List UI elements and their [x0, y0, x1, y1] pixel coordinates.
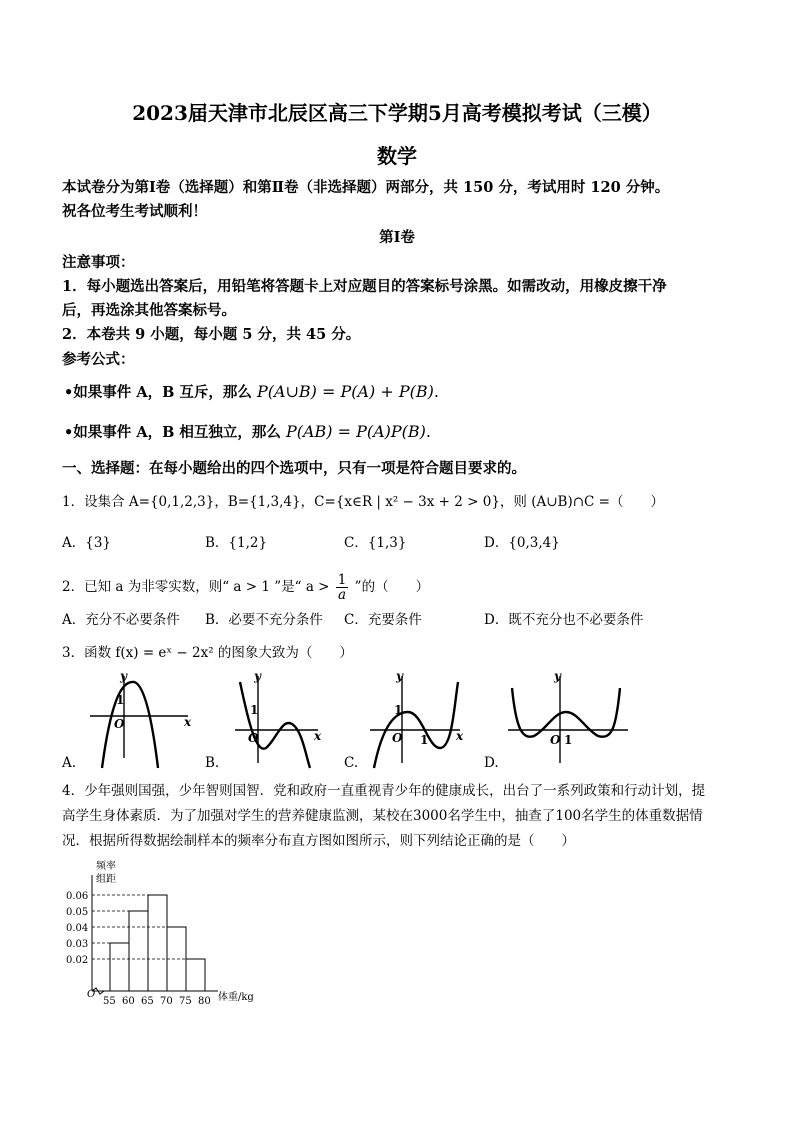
- q1-option-a: A．{3}: [62, 535, 112, 551]
- q2-stem: [62, 573, 429, 602]
- formula2-text: •如果事件 A，B 相互独立，那么: [64, 424, 281, 441]
- ref-title: 参考公式：: [62, 351, 135, 368]
- q2-stem-a: 2．已知 a 为非零实数，则“ a > 1 ”是“ a >: [62, 579, 330, 595]
- formula1: P(A∪B) = P(A) + P(B).: [256, 382, 439, 401]
- hist-xtick-label: 65: [141, 996, 154, 1007]
- histogram: [60, 855, 300, 1010]
- q4-line2: 高学生身体素质．为了加强对学生的营养健康监测，某校在3000名学生中，抽查了100名学生的体重数据情: [62, 808, 703, 824]
- intro-line2: 祝各位考生考试顺利！: [62, 203, 207, 220]
- formula1-row: [64, 381, 439, 402]
- q2-option-d: D．既不充分也不必要条件: [484, 612, 644, 628]
- q2-option-a: A．充分不必要条件: [62, 612, 180, 628]
- q3-graph-b: [235, 676, 318, 768]
- q2-frac-den: a: [338, 587, 347, 603]
- notice-1a: 1．每小题选出答案后，用铅笔将答题卡上对应题目的答案标号涂黑。如需改动，用橡皮擦干净: [62, 278, 667, 295]
- hist-xtick-label: 80: [198, 996, 211, 1007]
- q4-line3: 况．根据所得数据绘制样本的频率分布直方图如图所示，则下列结论正确的是（ ）: [62, 833, 575, 849]
- q3-d-y-label: y: [554, 669, 561, 683]
- hist-xtick-label: 60: [122, 996, 135, 1007]
- q3-option-a: A.: [62, 755, 77, 771]
- hist-ylabel-top: 频率: [96, 861, 116, 872]
- intro-line1: 本试卷分为第Ⅰ卷（选择题）和第Ⅱ卷（非选择题）两部分，共 150 分，考试用时 120 分钟。: [62, 179, 670, 196]
- q1-option-d: D．{0,3,4}: [484, 535, 560, 551]
- hist-bar: [129, 911, 148, 991]
- section-title: 第Ⅰ卷: [379, 229, 415, 246]
- q3-a-x-label: x: [184, 715, 192, 729]
- q2-frac-num: 1: [337, 572, 347, 588]
- q3-option-b: B.: [205, 755, 220, 771]
- notice-2: 2．本卷共 9 小题，每小题 5 分，共 45 分。: [62, 326, 361, 343]
- q1-stem: 1．设集合 A={0,1,2,3}，B={1,3,4}，C={x∈R | x² − 3x + 2 > 0}，则 (A∪B)∩C =（ ）: [62, 494, 664, 510]
- hist-xtick-label: 70: [160, 996, 173, 1007]
- hist-bar: [148, 895, 167, 991]
- hist-xlabel: 体重/kg: [218, 992, 254, 1003]
- q3-d-one: 1: [564, 733, 573, 747]
- hist-xtick-label: 55: [103, 996, 116, 1007]
- q3-option-d: D.: [484, 755, 499, 771]
- q3-c-origin: O: [392, 731, 403, 745]
- part1-heading: 一、选择题：在每小题给出的四个选项中，只有一项是符合题目要求的。: [62, 460, 526, 477]
- q3-option-c: C.: [344, 755, 359, 771]
- hist-bar: [110, 943, 129, 991]
- q3-a-origin: O: [114, 717, 125, 731]
- hist-ytick-label: 0.05: [66, 907, 89, 918]
- page-title: 2023届天津市北辰区高三下学期5月高考模拟考试（三模）: [132, 101, 662, 125]
- hist-ylabel-bottom: 组距: [96, 874, 116, 885]
- q2-option-c: C．充要条件: [344, 612, 422, 628]
- q2-option-b: B．必要不充分条件: [205, 612, 323, 628]
- q2-fraction: [336, 573, 349, 602]
- hist-bar: [186, 959, 205, 991]
- hist-ytick-label: 0.06: [66, 891, 89, 902]
- formula2: P(AB) = P(A)P(B).: [285, 422, 431, 441]
- subject-title: 数学: [377, 144, 417, 168]
- q3-graphs: [60, 668, 740, 772]
- q2-stem-b: ”的（ ）: [354, 579, 430, 595]
- q3-b-x-label: x: [314, 729, 322, 743]
- notice-1b: 后，再选涂其他答案标号。: [62, 302, 236, 319]
- notice-title: 注意事项：: [62, 254, 135, 271]
- q3-c-x-label: x: [456, 729, 464, 743]
- q3-c-y-label: y: [396, 669, 403, 683]
- q3-graph-a: [90, 676, 188, 768]
- q3-graph-d: [508, 676, 628, 763]
- hist-ytick-label: 0.02: [66, 955, 89, 966]
- q3-c-one: 1: [394, 703, 403, 717]
- q3-c-one-x: 1: [420, 733, 429, 747]
- q4-line1: 4．少年强则国强，少年智则国智．党和政府一直重视青少年的健康成长，出台了一系列政策和行动计划，提: [62, 783, 706, 799]
- q3-b-origin: O: [248, 731, 259, 745]
- q3-a-one: 1: [116, 693, 125, 707]
- hist-origin: O: [87, 989, 96, 1000]
- hist-xtick-label: 75: [179, 996, 192, 1007]
- hist-ytick-label: 0.04: [66, 923, 89, 934]
- q3-b-y-label: y: [254, 669, 261, 683]
- q3-a-y-label: y: [120, 669, 127, 683]
- hist-ytick-label: 0.03: [66, 939, 89, 950]
- q3-b-one: 1: [250, 703, 259, 717]
- q1-option-b: B．{1,2}: [205, 535, 268, 551]
- q3-graph-c: [370, 676, 460, 768]
- formula2-row: [64, 421, 431, 442]
- q3-stem: 3．函数 f(x) = eˣ − 2x² 的图象大致为（ ）: [62, 645, 353, 661]
- formula1-text: •如果事件 A，B 互斥，那么: [64, 384, 252, 401]
- q1-option-c: C．{1,3}: [344, 535, 407, 551]
- q3-d-origin: O: [550, 733, 561, 747]
